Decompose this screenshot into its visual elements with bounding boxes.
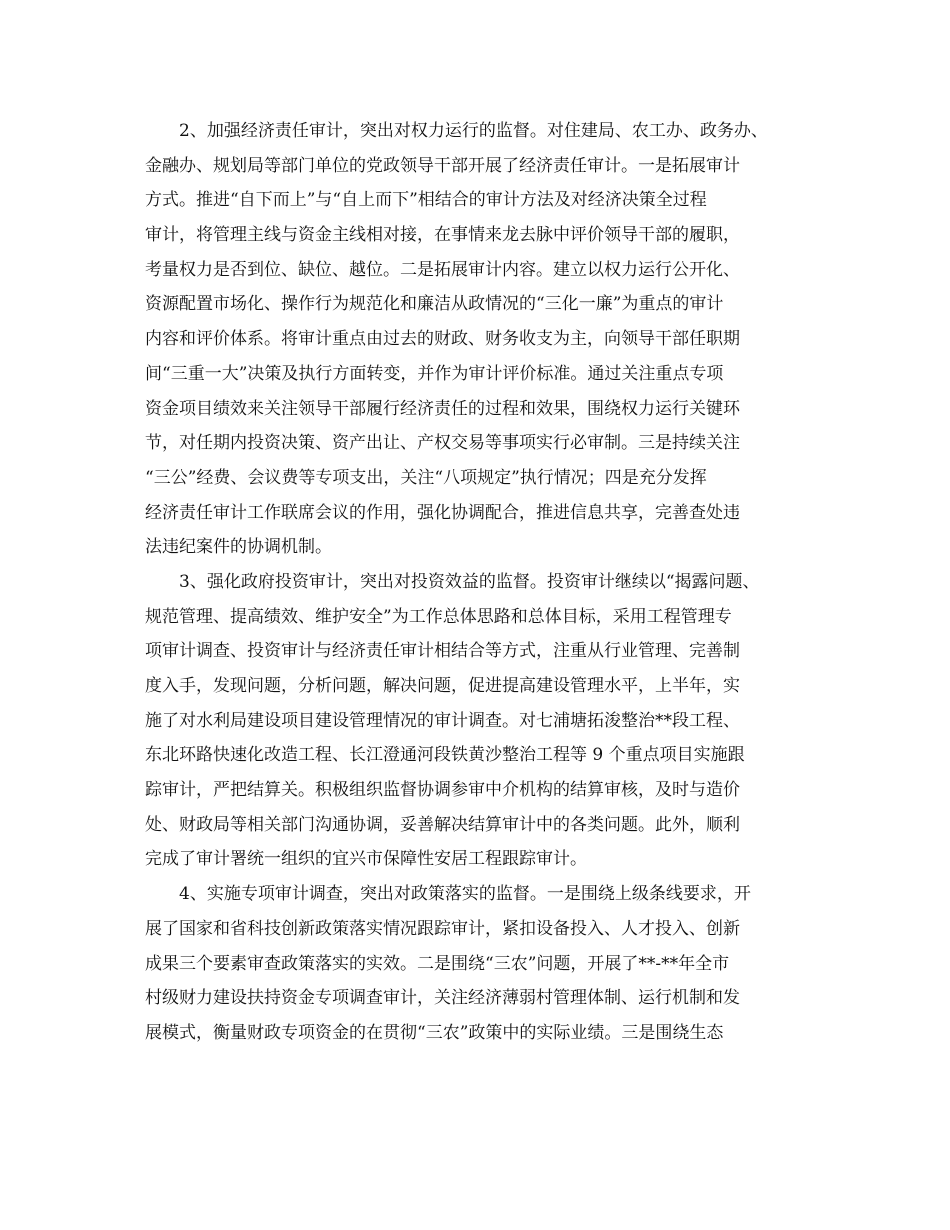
text-line: 资金项目绩效来关注领导干部履行经济责任的过程和效果，围绕权力运行关键环 [145,398,740,419]
text-line: 资源配置市场化、操作行为规范化和廉洁从政情况的“三化一廉”为重点的审计 [145,294,724,315]
text-line: 度入手，发现问题，分析问题，解决问题，促进提高建设管理水平，上半年，实 [145,676,740,696]
text-line: 4、实施专项审计调查，突出对政策落实的监督。一是围绕上级条线要求，开 [179,884,751,905]
text-line: 展了国家和省科技创新政策落实情况跟踪审计，紧扣设备投入、人才投入、创新 [145,918,740,939]
text-line: 村级财力建设扶持资金专项调查审计，关注经济薄弱村管理体制、运行机制和发 [145,988,740,1009]
text-line: 内容和评价体系。将审计重点由过去的财政、财务收支为主，向领导干部任职期 [145,329,740,350]
text-line: 间“三重一大”决策及执行方面转变，并作为审计评价标准。通过关注重点专项 [145,363,724,384]
text-line: 施了对水利局建设项目建设管理情况的审计调查。对七浦塘拓浚整治**段工程、 [145,710,740,731]
document-body [145,114,810,1051]
text-line: 经济责任审计工作联席会议的作用，强化协调配合，推进信息共享，完善查处违 [145,502,740,523]
text-line: 东北环路快速化改造工程、长江澄通河段铁黄沙整治工程等 9 个重点项目实施跟 [145,745,745,766]
text-line: “三公”经费、会议费等专项支出，关注“八项规定”执行情况；四是充分发挥 [145,467,707,488]
paragraph-economic-responsibility-audit [145,114,810,565]
text-line: 节，对任期内投资决策、资产出让、产权交易等事项实行必审制。三是持续关注 [145,433,740,454]
text-line: 2、加强经济责任审计，突出对权力运行的监督。对住建局、农工办、政务办、 [179,121,768,141]
text-line: 完成了审计署统一组织的宜兴市保障性安居工程跟踪审计。 [145,849,587,870]
text-line: 成果三个要素审查政策落实的实效。二是围绕“三农”问题，开展了**-**年全市 [145,953,730,974]
text-line: 规范管理、提高绩效、维护安全”为工作总体思路和总体目标，采用工程管理专 [145,606,732,627]
paragraph-government-investment-audit [145,565,810,877]
text-line: 3、强化政府投资审计，突出对投资效益的监督。投资审计继续以“揭露问题、 [179,571,760,592]
paragraph-special-audit-investigation [145,877,810,1050]
text-line: 审计，将管理主线与资金主线相对接，在事情来龙去脉中评价领导干部的履职， [145,225,740,246]
text-line: 踪审计，严把结算关。积极组织监督协调参审中介机构的结算审核，及时与造价 [145,780,740,801]
text-line: 处、财政局等相关部门沟通协调，妥善解决结算审计中的各类问题。此外，顺利 [145,814,740,835]
text-line: 考量权力是否到位、缺位、越位。二是拓展审计内容。建立以权力运行公开化、 [145,259,740,280]
text-line: 项审计调查、投资审计与经济责任审计相结合等方式，注重从行业管理、完善制 [145,641,740,662]
text-line: 金融办、规划局等部门单位的党政领导干部开展了经济责任审计。一是拓展审计 [145,155,740,176]
text-line: 法违纪案件的协调机制。 [145,537,332,558]
text-line: 方式。推进“自下而上”与“自上而下”相结合的审计方法及对经济决策全过程 [145,190,707,211]
text-line: 展模式，衡量财政专项资金的在贯彻“三农”政策中的实际业绩。三是围绕生态 [145,1022,724,1043]
